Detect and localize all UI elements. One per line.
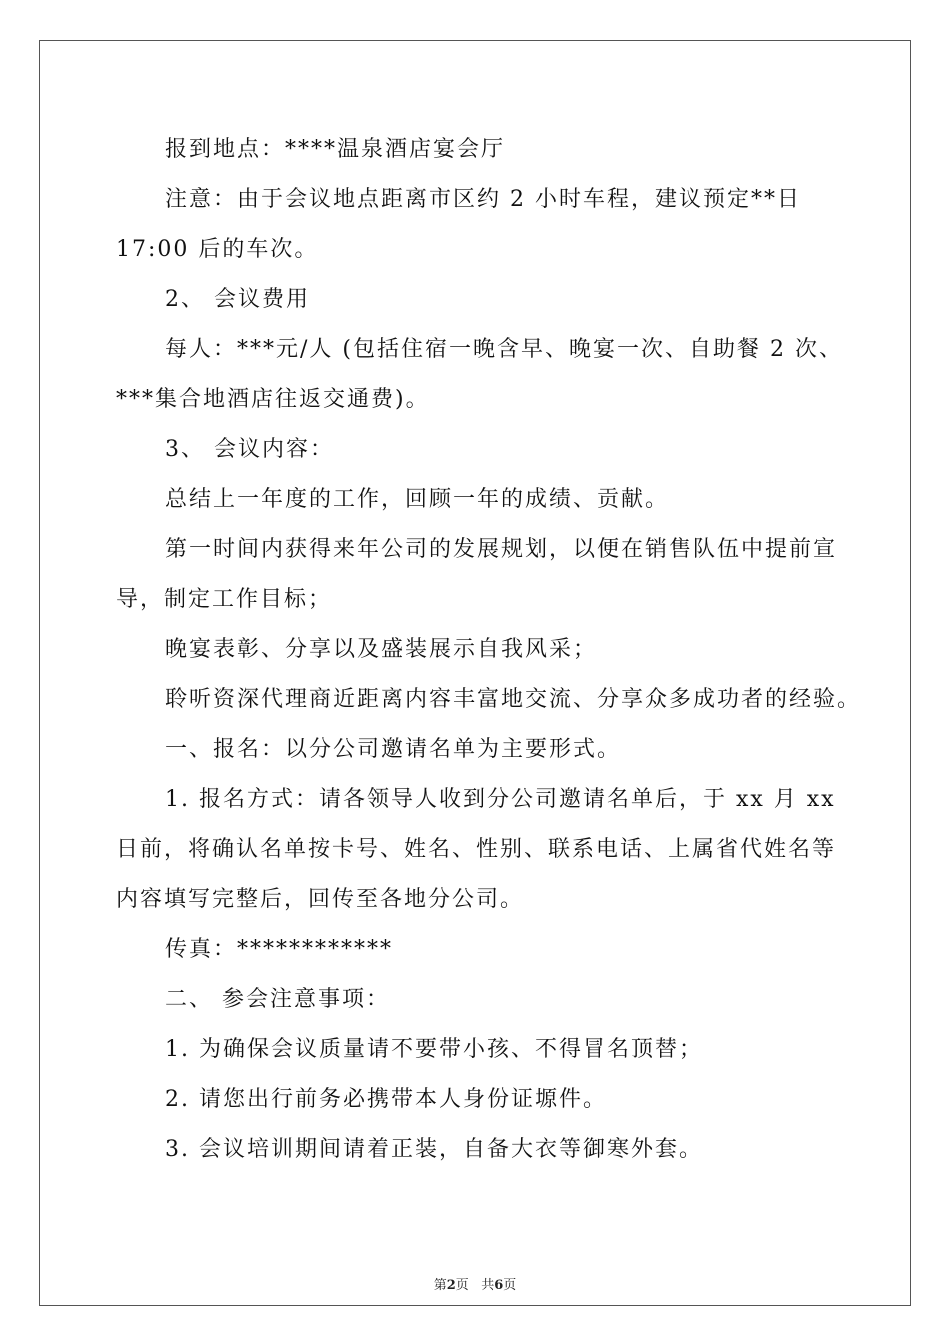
section-heading: 一、报名：以分公司邀请名单为主要形式。	[165, 737, 622, 762]
body-line: 总结上一年度的工作，回顾一年的成绩、贡献。	[165, 487, 670, 512]
body-line: 聆听资深代理商近距离内容丰富地交流、分享众多成功者的经验。	[165, 687, 862, 712]
body-line: 1. 报名方式：请各领导人收到分公司邀请名单后，于 xx 月 xx	[165, 787, 836, 812]
section-heading: 二、 参会注意事项：	[165, 987, 390, 1012]
total-pages: 6	[494, 1278, 504, 1293]
list-item: 3. 会议培训期间请着正装，自备大衣等御寒外套。	[165, 1137, 703, 1162]
body-line: 第一时间内获得来年公司的发展规划，以便在销售队伍中提前宣	[165, 537, 838, 562]
list-item: 1. 为确保会议质量请不要带小孩、不得冒名顶替；	[165, 1037, 703, 1062]
body-line: 每人：***元/人 (包括住宿一晚含早、晚宴一次、自助餐 2 次、	[165, 337, 843, 362]
body-line: 日前，将确认名单按卡号、姓名、性别、联系电话、上属省代姓名等	[116, 837, 837, 862]
body-line: 注意：由于会议地点距离市区约 2 小时车程，建议预定**日	[165, 187, 801, 212]
body-line: 报到地点：****温泉酒店宴会厅	[165, 137, 506, 162]
body-line: 17:00 后的车次。	[116, 237, 319, 262]
body-line: 晚宴表彰、分享以及盛装展示自我风采；	[165, 637, 598, 662]
page-number: 2	[446, 1278, 456, 1293]
list-item: 2. 请您出行前务必携带本人身份证塬件。	[165, 1087, 607, 1112]
body-line: ***集合地酒店往返交通费)。	[116, 387, 430, 412]
section-heading: 2、 会议费用	[165, 287, 310, 312]
page-border	[39, 40, 911, 1306]
total-prefix: 共	[481, 1278, 495, 1293]
page-footer	[0, 1278, 950, 1294]
page-suffix: 页	[455, 1278, 469, 1293]
body-line: 内容填写完整后，回传至各地分公司。	[116, 887, 525, 912]
body-line: 传真：************	[165, 937, 394, 962]
page-prefix: 第	[433, 1278, 447, 1293]
total-suffix: 页	[503, 1278, 517, 1293]
section-heading: 3、 会议内容：	[165, 437, 334, 462]
body-line: 导，制定工作目标；	[116, 587, 333, 612]
